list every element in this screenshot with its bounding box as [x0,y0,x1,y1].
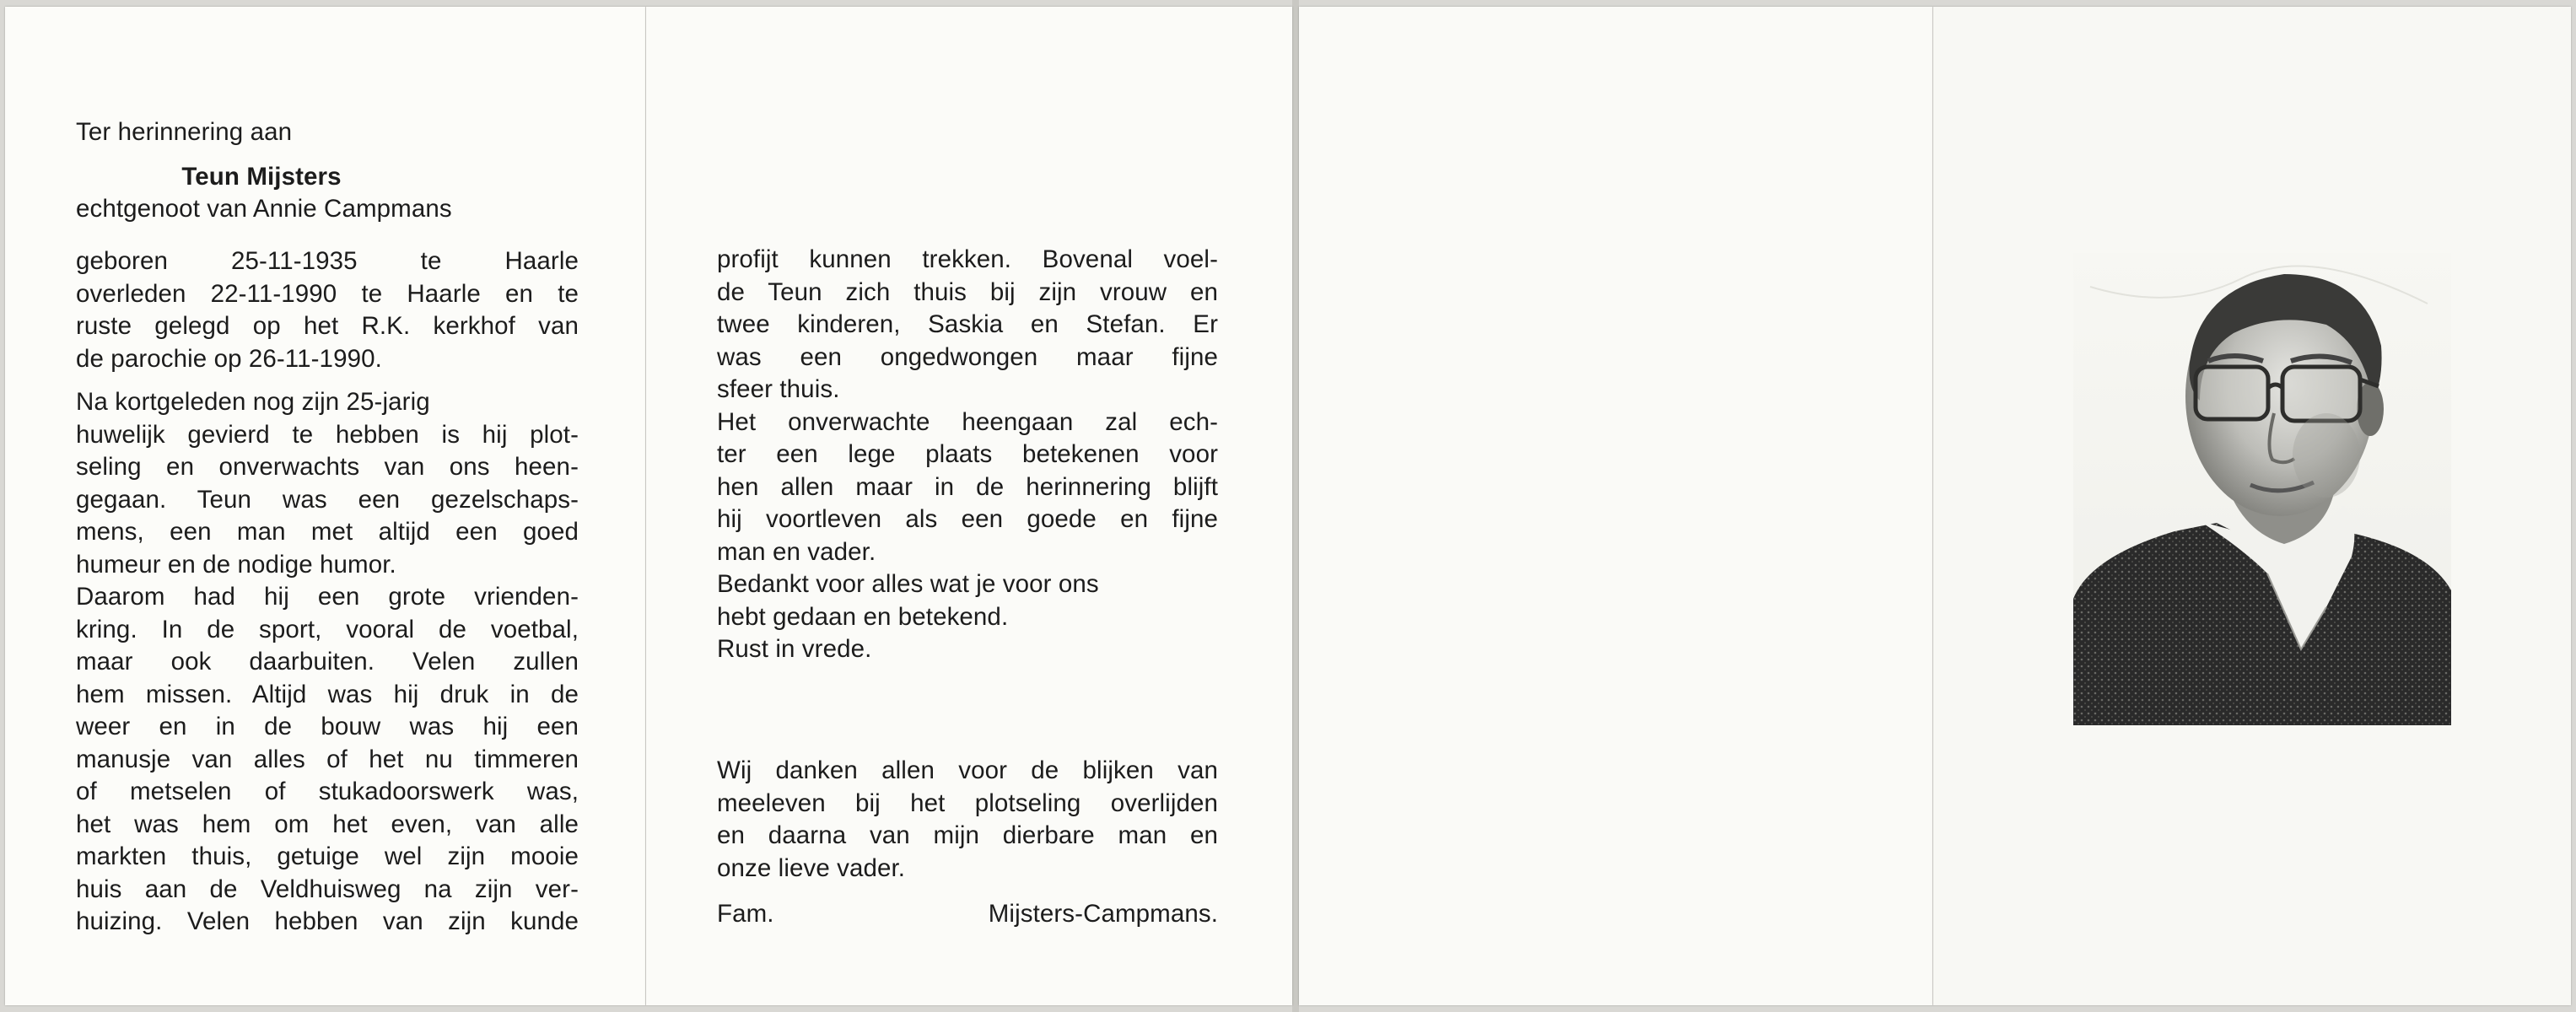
text-line: profijt kunnen trekken. Bovenal voel- [717,245,1218,273]
text-line: Rust in vrede. [717,635,872,663]
text-line: Wij danken allen voor de blijken van [717,756,1218,784]
card-panel-right-text [646,7,1292,1005]
biography-block [76,386,579,939]
text-line: mens, een man met altijd een goed [76,518,579,546]
card-panel-left-text [5,7,646,1005]
text-line: huwelijk gevierd te hebben is hij plot- [76,420,579,449]
text-line: Daarom had hij een grote vrienden- [76,583,579,611]
text-line: kring. In de sport, vooral de voetbal, [76,615,579,643]
text-line: de Teun zich thuis bij zijn vrouw en [717,277,1218,306]
deceased-name: Teun Mijsters [181,162,342,191]
text-line: en daarna van mijn dierbare man en [717,821,1218,849]
text-line: sfeer thuis. [717,375,840,403]
text-line: onze lieve vader. [717,853,906,882]
text-line: man en vader. [717,537,876,566]
portrait-photo [2073,253,2451,725]
text-line: meeleven bij het plotseling overlijden [717,789,1218,817]
text-line: hem missen. Altijd was hij druk in de [76,680,579,708]
text-line: huis aan de Veldhuisweg na zijn ver- [76,875,579,903]
text-line: markten thuis, getuige wel zijn mooie [76,842,579,870]
text-line: het was hem om het even, van alle [76,810,579,838]
text-line: was een ongedwongen maar fijne [717,342,1218,371]
text-line: gegaan. Teun was een gezelschaps- [76,485,579,514]
text-line: twee kinderen, Saskia en Stefan. Er [717,310,1218,338]
card-panel-blank [1299,7,1933,1005]
text-line: huizing. Velen hebben van zijn kunde [76,907,579,935]
thanks-block [717,755,1218,931]
text-line: seling en onverwachts van ons heen- [76,453,579,481]
text-line: Na kortgeleden nog zijn 25-jarig [76,388,430,416]
text-line: hebt gedaan en betekend. [717,602,1009,631]
text-line: manusje van alles of het nu timmeren [76,745,579,773]
text-line: ruste gelegd op het R.K. kerkhof van [76,312,579,340]
text-line: overleden 22-11-1990 te Haarle en te [76,279,579,308]
birth-death-block [76,245,579,375]
text-line: Bedankt voor alles wat je voor ons [717,570,1099,598]
text-line: de parochie op 26-11-1990. [76,344,382,373]
text-line: geboren 25-11-1935 te Haarle [76,247,579,275]
text-line: humeur en de nodige humor. [76,550,396,579]
text-line: weer en in de bouw was hij een [76,713,579,740]
text-line: hij voortleven als een goede en fijne [717,505,1218,533]
intro-line: Ter herinnering aan [76,118,293,146]
intro-block [76,116,582,226]
text-line: Het onverwachte heengaan zal ech- [717,407,1218,436]
text-line: of metselen of stukadoorswerk was, [76,778,579,805]
text-line: maar ook daarbuiten. Velen zullen [76,648,579,676]
card-gap [1292,0,1299,1012]
text-line: ter een lege plaats betekenen voor [717,440,1218,468]
family-signature: Fam. Mijsters-Campmans. [717,900,1218,928]
tribute-block [717,244,1218,666]
text-line: hen allen maar in de herinnering blijft [717,472,1218,501]
spouse-line: echtgenoot van Annie Campmans [76,195,452,223]
